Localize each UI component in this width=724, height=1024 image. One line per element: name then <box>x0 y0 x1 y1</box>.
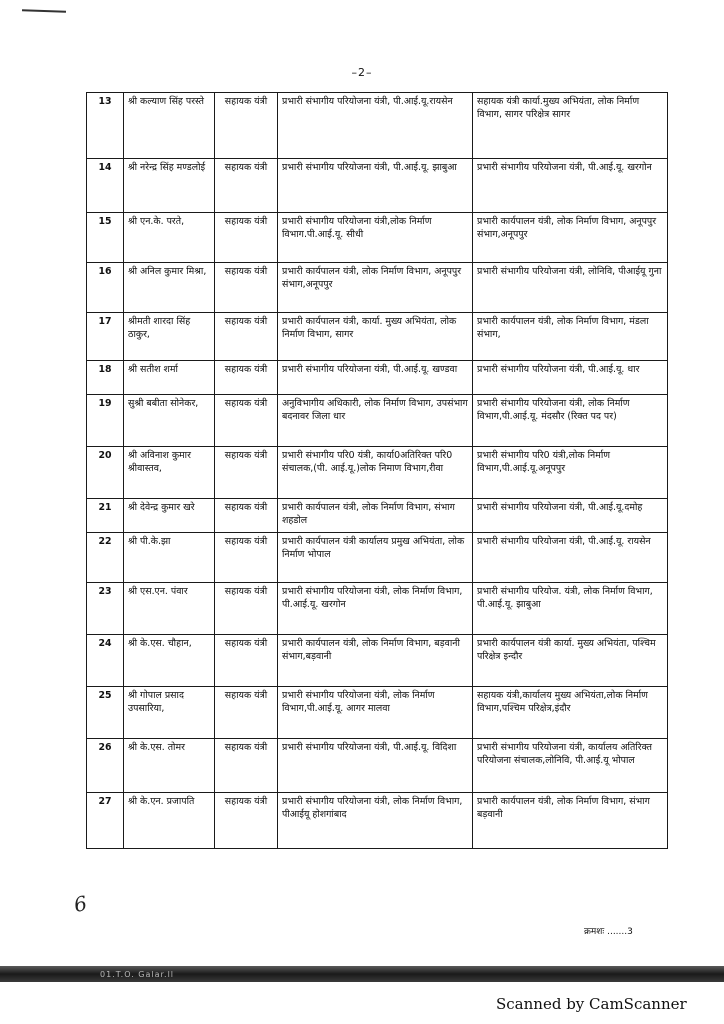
new-posting: प्रभारी कार्यपालन यंत्री, लोक निर्माण विभाग, अनूपपुर संभाग,अनूपपुर <box>473 213 668 263</box>
officer-name: श्री अनिल कुमार मिश्रा, <box>124 263 215 313</box>
current-posting: प्रभारी कार्यपालन यंत्री, लोक निर्माण विभाग, संभाग शहडोल <box>278 499 473 533</box>
officer-name: श्री पी.के.झा <box>124 533 215 583</box>
table-row <box>87 499 668 533</box>
officer-name: श्री नरेन्द्र सिंह मण्डलोई <box>124 159 215 213</box>
designation: सहायक यंत्री <box>215 159 278 213</box>
table-row <box>87 793 668 849</box>
designation: सहायक यंत्री <box>215 313 278 361</box>
new-posting: प्रभारी संभागीय परियोजना यंत्री, पी.आई.यू. रायसेन <box>473 533 668 583</box>
designation: सहायक यंत्री <box>215 739 278 793</box>
row-number: 22 <box>87 533 124 583</box>
designation: सहायक यंत्री <box>215 263 278 313</box>
page-number: –2– <box>351 66 373 79</box>
officer-name: श्री के.एस. चौहान, <box>124 635 215 687</box>
officer-name: सुश्री बबीता सोनेकर, <box>124 395 215 447</box>
new-posting: प्रभारी संभागीय परियोज. यंत्री, लोक निर्माण विभाग, पी.आई.यू. झाबुआ <box>473 583 668 635</box>
current-posting: प्रभारी कार्यपालन यंत्री, लोक निर्माण विभाग, बड़वानी संभाग,बड़वानी <box>278 635 473 687</box>
table-row <box>87 395 668 447</box>
new-posting: प्रभारी संभागीय परि0 यंत्री,लोक निर्माण विभाग,पी.आई.यू.अनूपपुर <box>473 447 668 499</box>
designation: सहायक यंत्री <box>215 93 278 159</box>
designation: सहायक यंत्री <box>215 395 278 447</box>
officer-name: श्री के.एन. प्रजापति <box>124 793 215 849</box>
current-posting: प्रभारी संभागीय परि0 यंत्री, कार्या0अतिरिक्त परि0 संचालक,(पी. आई.यू.)लोक निमाण विभाग,रीवा <box>278 447 473 499</box>
table-row <box>87 213 668 263</box>
scanner-watermark: Scanned by CamScanner <box>496 995 687 1013</box>
table-row <box>87 635 668 687</box>
row-number: 18 <box>87 361 124 395</box>
officer-name: श्री कल्याण सिंह परस्ते <box>124 93 215 159</box>
designation: सहायक यंत्री <box>215 583 278 635</box>
row-number: 20 <box>87 447 124 499</box>
row-number: 25 <box>87 687 124 739</box>
new-posting: प्रभारी संभागीय परियोजना यंत्री, पी.आई.यू.दमोह <box>473 499 668 533</box>
table-row <box>87 93 668 159</box>
officer-name: श्री के.एस. तोमर <box>124 739 215 793</box>
pen-mark <box>22 9 66 13</box>
current-posting: प्रभारी संभागीय परियोजना यंत्री, लोक निर्माण विभाग,पी.आई.यू. आगर मालवा <box>278 687 473 739</box>
new-posting: प्रभारी संभागीय परियोजना यंत्री, कार्यालय अतिरिक्त परियोजना संचालक,लोनिवि, पी.आई.यू भोपाल <box>473 739 668 793</box>
table-row <box>87 739 668 793</box>
designation: सहायक यंत्री <box>215 635 278 687</box>
officer-name: श्रीमती शारदा सिंह ठाकुर, <box>124 313 215 361</box>
current-posting: प्रभारी संभागीय परियोजना यंत्री,लोक निर्माण विभाग.पी.आई.यू. सीधी <box>278 213 473 263</box>
table-row <box>87 687 668 739</box>
row-number: 23 <box>87 583 124 635</box>
officer-name: श्री एन.के. परते, <box>124 213 215 263</box>
new-posting: प्रभारी संभागीय परियोजना यंत्री, पी.आई.यू. धार <box>473 361 668 395</box>
new-posting: सहायक यंत्री,कार्यालय मुख्य अभियंता,लोक निर्माण विभाग,पश्चिम परिक्षेत्र,इंदौर <box>473 687 668 739</box>
current-posting: प्रभारी संभागीय परियोजना यंत्री, पी.आई.यू. विदिशा <box>278 739 473 793</box>
row-number: 14 <box>87 159 124 213</box>
table-row <box>87 313 668 361</box>
officer-name: श्री गोपाल प्रसाद उपसारिया, <box>124 687 215 739</box>
row-number: 13 <box>87 93 124 159</box>
row-number: 24 <box>87 635 124 687</box>
new-posting: प्रभारी कार्यपालन यंत्री, लोक निर्माण विभाग, संभाग बड़वानी <box>473 793 668 849</box>
new-posting: प्रभारी कार्यपालन यंत्री कार्या. मुख्य अभियंता, पश्चिम परिक्षेत्र इन्दौर <box>473 635 668 687</box>
designation: सहायक यंत्री <box>215 361 278 395</box>
row-number: 17 <box>87 313 124 361</box>
handwritten-initial: 6 <box>71 890 90 918</box>
row-number: 26 <box>87 739 124 793</box>
officer-name: श्री अविनाश कुमार श्रीवास्तव, <box>124 447 215 499</box>
table-row <box>87 447 668 499</box>
current-posting: प्रभारी संभागीय परियोजना यंत्री, लोक निर्माण विभाग, पीआईयू होशगांबाद <box>278 793 473 849</box>
current-posting: प्रभारी संभागीय परियोजना यंत्री, लोक निर्माण विभाग, पी.आई.यू. खरगोन <box>278 583 473 635</box>
designation: सहायक यंत्री <box>215 793 278 849</box>
new-posting: प्रभारी संभागीय परियोजना यंत्री, पी.आई.यू. खरगोन <box>473 159 668 213</box>
new-posting: प्रभारी संभागीय परियोजना यंत्री, लोनिवि, पीआईयू गुना <box>473 263 668 313</box>
table-body <box>87 93 668 849</box>
current-posting: प्रभारी संभागीय परियोजना यंत्री, पी.आई.यू. झाबुआ <box>278 159 473 213</box>
current-posting: प्रभारी कार्यपालन यंत्री, कार्या. मुख्य अभियंता, लोक निर्माण विभाग, सागर <box>278 313 473 361</box>
designation: सहायक यंत्री <box>215 447 278 499</box>
new-posting: प्रभारी कार्यपालन यंत्री, लोक निर्माण विभाग, मंडला संभाग, <box>473 313 668 361</box>
continuation-note: क्रमशः .......3 <box>584 927 633 937</box>
officer-name: श्री एस.एन. पंवार <box>124 583 215 635</box>
current-posting: प्रभारी संभागीय परियोजना यंत्री, पी.आई.यू.रायसेन <box>278 93 473 159</box>
row-number: 15 <box>87 213 124 263</box>
designation: सहायक यंत्री <box>215 499 278 533</box>
table-row <box>87 533 668 583</box>
row-number: 27 <box>87 793 124 849</box>
designation: सहायक यंत्री <box>215 533 278 583</box>
table-row <box>87 361 668 395</box>
table-row <box>87 263 668 313</box>
transfer-table <box>86 92 668 849</box>
current-posting: प्रभारी संभागीय परियोजना यंत्री, पी.आई.यू. खण्डवा <box>278 361 473 395</box>
designation: सहायक यंत्री <box>215 213 278 263</box>
row-number: 16 <box>87 263 124 313</box>
table-row <box>87 583 668 635</box>
current-posting: अनुविभागीय अधिकारी, लोक निर्माण विभाग, उपसंभाग बदनावर जिला धार <box>278 395 473 447</box>
row-number: 21 <box>87 499 124 533</box>
current-posting: प्रभारी कार्यपालन यंत्री कार्यालय प्रमुख अभियंता, लोक निर्माण भोपाल <box>278 533 473 583</box>
row-number: 19 <box>87 395 124 447</box>
officer-name: श्री देवेन्द्र कुमार खरे <box>124 499 215 533</box>
designation: सहायक यंत्री <box>215 687 278 739</box>
scan-band-text: 01.T.O. Galar.ll <box>100 970 175 979</box>
officer-name: श्री सतीश शर्मा <box>124 361 215 395</box>
new-posting: प्रभारी संभागीय परियोजना यंत्री, लोक निर्माण विभाग,पी.आई.यू. मंदसौर (रिक्त पद पर) <box>473 395 668 447</box>
table-row <box>87 159 668 213</box>
current-posting: प्रभारी कार्यपालन यंत्री, लोक निर्माण विभाग, अनूपपुर संभाग,अनूपपुर <box>278 263 473 313</box>
new-posting: सहायक यंत्री कार्या.मुख्य अभियंता, लोक निर्माण विभाग, सागर परिक्षेत्र सागर <box>473 93 668 159</box>
